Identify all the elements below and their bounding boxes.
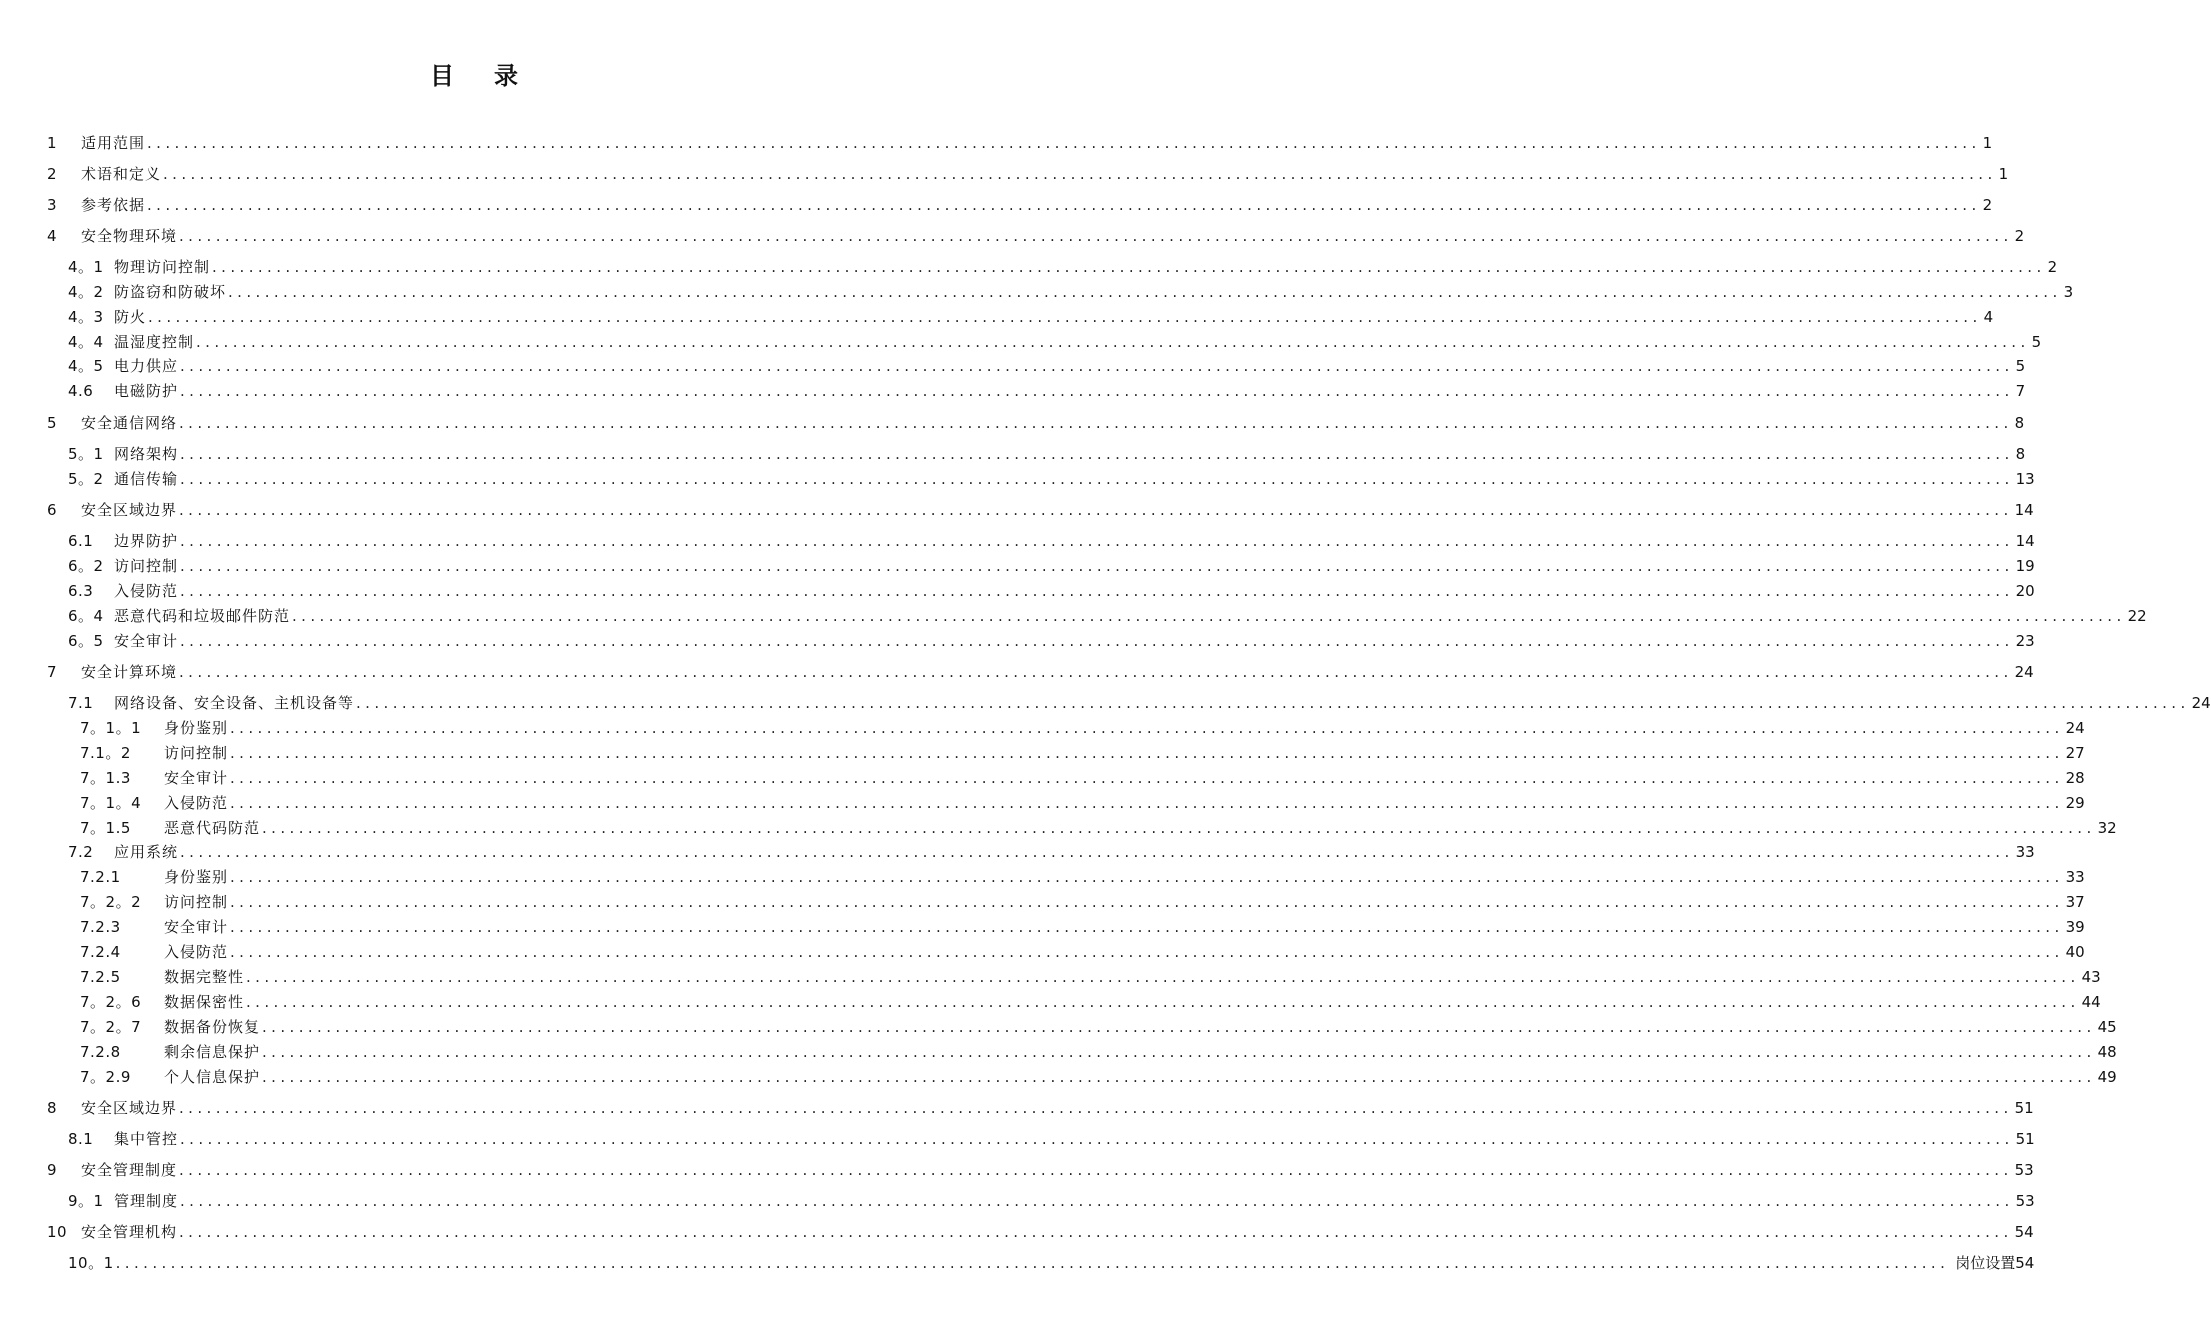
toc-entry[interactable] <box>47 225 2025 247</box>
toc-entry-page: 24 <box>2065 719 2085 737</box>
toc-entry-title: 数据备份恢复 <box>164 1018 261 1036</box>
toc-leader-dots: ........................................................................................................................................................................................................ <box>180 843 2014 861</box>
toc-entry-number: 9。1 <box>68 1192 104 1210</box>
toc-entry-number: 7.2.5 <box>80 968 121 986</box>
toc-entry-page: 14 <box>2015 532 2035 550</box>
toc-entry-page: 22 <box>2127 607 2147 625</box>
toc-entry-page: 29 <box>2065 794 2085 812</box>
toc-entry-page: 51 <box>2015 1130 2035 1148</box>
toc-entry[interactable] <box>68 306 1994 328</box>
toc-leader-dots: ........................................................................................................................................................................................................ <box>115 1254 1950 1272</box>
toc-entry[interactable] <box>80 991 2101 1013</box>
toc-entry[interactable] <box>80 941 2085 963</box>
toc-entry-page: 20 <box>2015 582 2035 600</box>
toc-entry-number: 8.1 <box>68 1130 94 1148</box>
toc-leader-dots: ........................................................................................................................................................................................................ <box>230 744 2064 762</box>
toc-entry-page: 49 <box>2097 1068 2117 1086</box>
toc-leader-dots: ........................................................................................................................................................................................................ <box>246 968 2080 986</box>
toc-entry-number: 7。2。7 <box>80 1018 142 1036</box>
toc-entry-title: 管理制度 <box>114 1192 179 1210</box>
toc-entry[interactable] <box>47 499 2034 521</box>
toc-entry-page: 48 <box>2097 1043 2117 1061</box>
toc-entry-number: 4 <box>47 227 58 245</box>
toc-entry-page-text: 岗位设置54 <box>1955 1254 2035 1272</box>
toc-entry-number: 7.2 <box>68 843 94 861</box>
toc-leader-dots: ........................................................................................................................................................................................................ <box>180 582 2014 600</box>
toc-entry-title: 入侵防范 <box>114 582 179 600</box>
toc-entry-title: 参考依据 <box>81 196 146 214</box>
toc-entry-title: 剩余信息保护 <box>164 1043 261 1061</box>
toc-entry-number: 4。2 <box>68 283 104 301</box>
toc-leader-dots: ........................................................................................................................................................................................................ <box>179 501 2013 519</box>
toc-entry-title: 防盗窃和防破坏 <box>114 283 227 301</box>
toc-entry-number: 6。2 <box>68 557 104 575</box>
toc-leader-dots: ........................................................................................................................................................................................................ <box>147 196 1981 214</box>
toc-entry[interactable] <box>80 767 2085 789</box>
toc-entry-number: 4。4 <box>68 333 104 351</box>
toc-entry-title: 网络架构 <box>114 445 179 463</box>
toc-entry-page: 33 <box>2065 868 2085 886</box>
toc-leader-dots: ........................................................................................................................................................................................................ <box>180 557 2014 575</box>
toc-entry-page: 5 <box>2015 357 2026 375</box>
toc-entry-number: 7.2.3 <box>80 918 121 936</box>
toc-entry-title: 数据完整性 <box>164 968 245 986</box>
toc-leader-dots: ........................................................................................................................................................................................................ <box>230 943 2064 961</box>
toc-entry[interactable] <box>80 1066 2117 1088</box>
toc-entry-title: 个人信息保护 <box>164 1068 261 1086</box>
toc-leader-dots: ........................................................................................................................................................................................................ <box>180 445 2014 463</box>
toc-leader-dots: ........................................................................................................................................................................................................ <box>230 868 2064 886</box>
toc-entry-title: 恶意代码和垃圾邮件防范 <box>114 607 291 625</box>
toc-entry-number: 1 <box>47 134 58 152</box>
toc-entry-title: 电磁防护 <box>114 382 179 400</box>
toc-entry[interactable] <box>68 256 2058 278</box>
toc-entry-title: 安全物理环境 <box>81 227 178 245</box>
toc-entry-number: 5。2 <box>68 470 104 488</box>
toc-entry-page: 7 <box>2015 382 2026 400</box>
toc-entry[interactable] <box>68 1190 2035 1212</box>
toc-entry-title: 入侵防范 <box>164 794 229 812</box>
toc-entry[interactable] <box>47 1097 2034 1119</box>
toc-entry-last[interactable] <box>68 1252 2035 1274</box>
toc-entry-page: 13 <box>2015 470 2035 488</box>
toc-entry-page: 1 <box>1982 134 1993 152</box>
toc-entry[interactable] <box>47 412 2025 434</box>
toc-entry-number: 7。2.9 <box>80 1068 131 1086</box>
toc-entry-page: 53 <box>2015 1192 2035 1210</box>
toc-entry-title: 安全管理制度 <box>81 1161 178 1179</box>
toc-entry[interactable] <box>68 1128 2035 1150</box>
toc-leader-dots: ........................................................................................................................................................................................................ <box>292 607 2126 625</box>
toc-entry-page: 5 <box>2031 333 2042 351</box>
toc-title-right: 录 <box>494 62 520 90</box>
toc-entry[interactable] <box>80 866 2085 888</box>
toc-entry-number: 9 <box>47 1161 58 1179</box>
toc-entry-title: 网络设备、安全设备、主机设备等 <box>114 694 355 712</box>
toc-entry-title: 安全审计 <box>164 918 229 936</box>
toc-entry-page: 3 <box>2063 283 2074 301</box>
toc-leader-dots: ........................................................................................................................................................................................................ <box>179 663 2013 681</box>
toc-entry[interactable] <box>80 817 2117 839</box>
toc-leader-dots: ........................................................................................................................................................................................................ <box>212 258 2046 276</box>
toc-leader-dots: ........................................................................................................................................................................................................ <box>163 165 1997 183</box>
toc-entry[interactable] <box>68 580 2035 602</box>
toc-entry-number: 6.3 <box>68 582 94 600</box>
toc-entry-page: 51 <box>2014 1099 2034 1117</box>
toc-entry-page: 24 <box>2014 663 2034 681</box>
toc-entry-number: 7。1.5 <box>80 819 131 837</box>
toc-entry-page: 54 <box>2014 1223 2034 1241</box>
toc-entry-title: 恶意代码防范 <box>164 819 261 837</box>
toc-entry-number: 7。1。4 <box>80 794 142 812</box>
toc-entry[interactable] <box>47 163 2009 185</box>
toc-entry-page: 32 <box>2097 819 2117 837</box>
toc-leader-dots: ........................................................................................................................................................................................................ <box>230 893 2064 911</box>
toc-entry[interactable] <box>47 194 1993 216</box>
toc-entry-page: 27 <box>2065 744 2085 762</box>
toc-entry-number: 6 <box>47 501 58 519</box>
toc-entry-number: 2 <box>47 165 58 183</box>
toc-entry-title: 集中管控 <box>114 1130 179 1148</box>
toc-leader-dots: ........................................................................................................................................................................................................ <box>262 1068 2096 1086</box>
toc-entry-number: 7.2.4 <box>80 943 121 961</box>
toc-leader-dots: ........................................................................................................................................................................................................ <box>230 769 2064 787</box>
toc-entry-page: 39 <box>2065 918 2085 936</box>
toc-entry-page: 8 <box>2014 414 2025 432</box>
toc-entry-page: 14 <box>2014 501 2034 519</box>
toc-leader-dots: ........................................................................................................................................................................................................ <box>246 993 2080 1011</box>
toc-leader-dots: ........................................................................................................................................................................................................ <box>230 794 2064 812</box>
toc-entry-title: 访问控制 <box>164 744 229 762</box>
toc-entry[interactable] <box>80 891 2085 913</box>
toc-entry-number: 6。5 <box>68 632 104 650</box>
toc-entry-page: 40 <box>2065 943 2085 961</box>
toc-entry-page: 2 <box>2047 258 2058 276</box>
toc-entry[interactable] <box>68 331 2042 353</box>
toc-entry-number: 7 <box>47 663 58 681</box>
toc-entry-number: 7.2.8 <box>80 1043 121 1061</box>
toc-entry-number: 7.1 <box>68 694 94 712</box>
toc-entry-page: 33 <box>2015 843 2035 861</box>
toc-entry-title: 电力供应 <box>114 357 179 375</box>
toc-leader-dots: ........................................................................................................................................................................................................ <box>262 1043 2096 1061</box>
toc-entry-number: 7.1。2 <box>80 744 131 762</box>
toc-leader-dots: ........................................................................................................................................................................................................ <box>262 1018 2096 1036</box>
toc-entry-number: 6.1 <box>68 532 94 550</box>
toc-entry-number: 4。5 <box>68 357 104 375</box>
toc-entry-title: 物理访问控制 <box>114 258 211 276</box>
toc-entry-title: 安全管理机构 <box>81 1223 178 1241</box>
toc-entry[interactable] <box>80 792 2085 814</box>
toc-entry-page: 45 <box>2097 1018 2117 1036</box>
toc-entry[interactable] <box>68 530 2035 552</box>
toc-entry-title: 温湿度控制 <box>114 333 195 351</box>
toc-entry-page: 1 <box>1998 165 2009 183</box>
toc-leader-dots: ........................................................................................................................................................................................................ <box>179 1161 2013 1179</box>
toc-entry[interactable] <box>80 717 2085 739</box>
toc-leader-dots: ........................................................................................................................................................................................................ <box>230 719 2064 737</box>
toc-entry-page: 37 <box>2065 893 2085 911</box>
toc-entry[interactable] <box>80 1016 2117 1038</box>
toc-leader-dots: ........................................................................................................................................................................................................ <box>179 227 2013 245</box>
toc-leader-dots: ........................................................................................................................................................................................................ <box>180 1192 2014 1210</box>
toc-leader-dots: ........................................................................................................................................................................................................ <box>180 357 2014 375</box>
toc-title-left: 目 <box>430 62 456 90</box>
toc-leader-dots: ........................................................................................................................................................................................................ <box>180 382 2014 400</box>
toc-entry-title: 安全区域边界 <box>81 501 178 519</box>
toc-entry[interactable] <box>47 661 2034 683</box>
toc-leader-dots: ........................................................................................................................................................................................................ <box>262 819 2096 837</box>
toc-leader-dots: ........................................................................................................................................................................................................ <box>180 632 2014 650</box>
toc-entry-title: 身份鉴别 <box>164 868 229 886</box>
toc-entry-page: 8 <box>2015 445 2026 463</box>
toc-entry-title: 身份鉴别 <box>164 719 229 737</box>
toc-entry[interactable] <box>68 355 2026 377</box>
toc-leader-dots: ........................................................................................................................................................................................................ <box>196 333 2030 351</box>
toc-entry[interactable] <box>47 132 1993 154</box>
toc-entry-title: 访问控制 <box>114 557 179 575</box>
toc-leader-dots: ........................................................................................................................................................................................................ <box>228 283 2062 301</box>
toc-entry-page: 43 <box>2081 968 2101 986</box>
toc-entry-title: 数据保密性 <box>164 993 245 1011</box>
toc-entry-number: 10 <box>47 1223 68 1241</box>
toc-entry[interactable] <box>68 630 2035 652</box>
toc-entry[interactable] <box>80 916 2085 938</box>
toc-entry[interactable] <box>68 468 2035 490</box>
toc-entry-page: 2 <box>1982 196 1993 214</box>
toc-entry-number: 10。1 <box>68 1254 114 1272</box>
toc-leader-dots: ........................................................................................................................................................................................................ <box>179 1223 2013 1241</box>
toc-entry-page: 19 <box>2015 557 2035 575</box>
toc-entry-page: 53 <box>2014 1161 2034 1179</box>
toc-leader-dots: ........................................................................................................................................................................................................ <box>356 694 2190 712</box>
toc-entry-number: 7.2.1 <box>80 868 121 886</box>
toc-entry[interactable] <box>68 281 2074 303</box>
toc-entry-number: 5。1 <box>68 445 104 463</box>
toc-leader-dots: ........................................................................................................................................................................................................ <box>180 470 2014 488</box>
toc-entry-title: 应用系统 <box>114 843 179 861</box>
toc-entry-page: 2 <box>2014 227 2025 245</box>
toc-entry-number: 7。2。2 <box>80 893 142 911</box>
toc-entry-number: 7。2。6 <box>80 993 142 1011</box>
toc-entry-page: 24 <box>2191 694 2211 712</box>
toc-leader-dots: ........................................................................................................................................................................................................ <box>179 1099 2013 1117</box>
toc-entry-title: 访问控制 <box>164 893 229 911</box>
toc-entry-number: 8 <box>47 1099 58 1117</box>
toc-entry-number: 4。3 <box>68 308 104 326</box>
toc-entry-title: 安全计算环境 <box>81 663 178 681</box>
toc-entry-number: 6。4 <box>68 607 104 625</box>
toc-entry-title: 防火 <box>114 308 147 326</box>
toc-entry-number: 7。1。1 <box>80 719 142 737</box>
toc-entry[interactable] <box>68 605 2147 627</box>
toc-entry-title: 适用范围 <box>81 134 146 152</box>
toc-entry-title: 入侵防范 <box>164 943 229 961</box>
toc-entry[interactable] <box>80 1041 2117 1063</box>
toc-entry[interactable] <box>47 1159 2034 1181</box>
toc-entry-page: 23 <box>2015 632 2035 650</box>
toc-leader-dots: ........................................................................................................................................................................................................ <box>180 1130 2014 1148</box>
toc-leader-dots: ........................................................................................................................................................................................................ <box>180 532 2014 550</box>
toc-entry-title: 安全区域边界 <box>81 1099 178 1117</box>
toc-entry-number: 3 <box>47 196 58 214</box>
toc-entry-page: 28 <box>2065 769 2085 787</box>
toc-leader-dots: ........................................................................................................................................................................................................ <box>230 918 2064 936</box>
toc-leader-dots: ........................................................................................................................................................................................................ <box>148 308 1982 326</box>
toc-entry-title: 边界防护 <box>114 532 179 550</box>
toc-entry-title: 安全通信网络 <box>81 414 178 432</box>
toc-entry-number: 7。1.3 <box>80 769 131 787</box>
toc-entry-page: 4 <box>1983 308 1994 326</box>
toc-entry[interactable] <box>80 966 2101 988</box>
toc-leader-dots: ........................................................................................................................................................................................................ <box>147 134 1981 152</box>
toc-entry-page: 44 <box>2081 993 2101 1011</box>
toc-entry-number: 4。1 <box>68 258 104 276</box>
toc-entry[interactable] <box>68 692 2211 714</box>
toc-entry[interactable] <box>68 380 2026 402</box>
toc-entry-number: 5 <box>47 414 58 432</box>
toc-entry-title: 安全审计 <box>114 632 179 650</box>
toc-entry[interactable] <box>68 841 2035 863</box>
toc-entry-title: 术语和定义 <box>81 165 162 183</box>
toc-entry[interactable] <box>68 443 2026 465</box>
toc-entry-number: 4.6 <box>68 382 94 400</box>
toc-entry[interactable] <box>80 742 2085 764</box>
toc-leader-dots: ........................................................................................................................................................................................................ <box>179 414 2013 432</box>
toc-entry[interactable] <box>68 555 2035 577</box>
toc-entry-title: 安全审计 <box>164 769 229 787</box>
toc-entry[interactable] <box>47 1221 2034 1243</box>
toc-entry-title: 通信传输 <box>114 470 179 488</box>
